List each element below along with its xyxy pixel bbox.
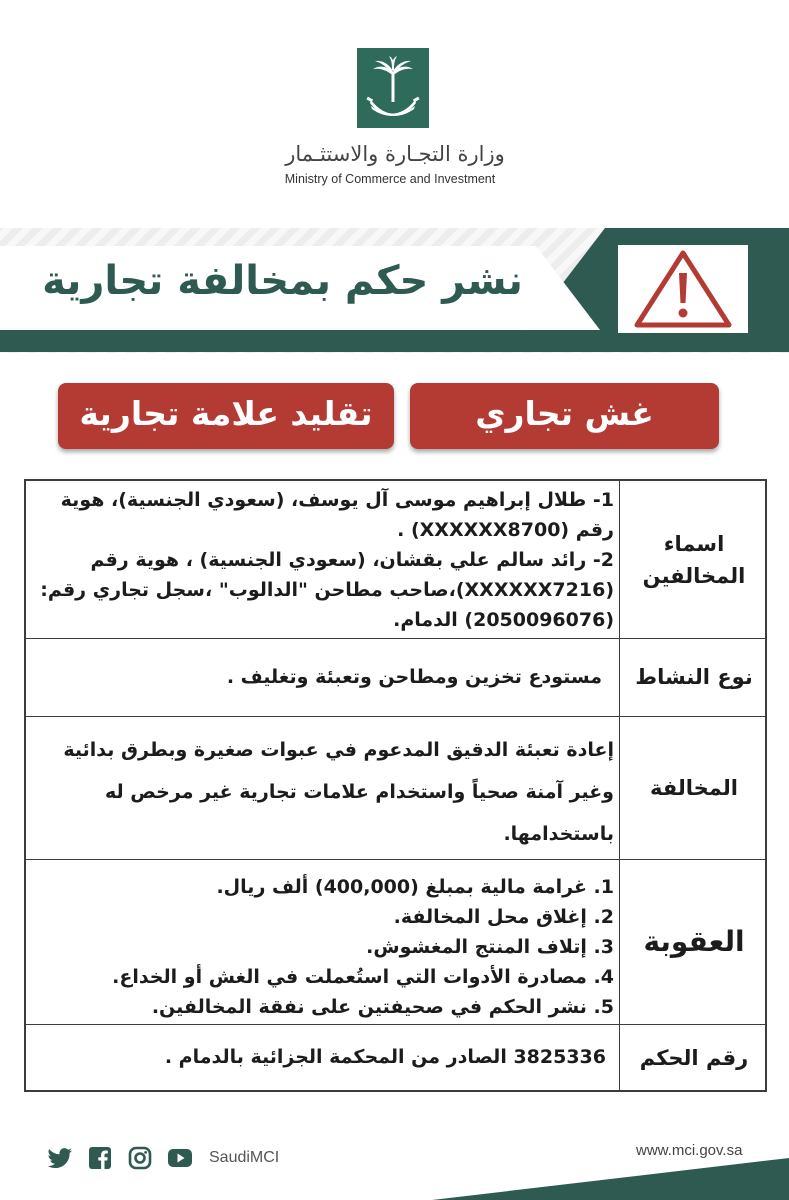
- tag-trademark-imitation: تقليد علامة تجارية: [58, 383, 394, 449]
- list-item: 1. غرامة مالية بمبلغ (400,000) ألف ريال.: [216, 876, 614, 898]
- warning-panel: [618, 245, 748, 333]
- table-column-divider: [619, 481, 620, 1090]
- violation-label: المخالفة: [650, 775, 738, 800]
- footer: [0, 1132, 789, 1200]
- list-item: 3. إتلاف المنتج المغشوش.: [366, 936, 614, 958]
- ministry-name-arabic: وزارة التجـارة والاستثـمار: [285, 142, 505, 166]
- list-item: 5. نشر الحكم في صحيفتين على نفقة المخالفين.: [151, 996, 614, 1018]
- violation-value: إعادة تعبئة الدقيق المدعوم في عبوات صغيرة وبطرق بدائية وغير آمنة صحياً واستخدام علامات تجارية غير مرخص له باستخدامها.: [63, 739, 614, 845]
- list-item: 4. مصادرة الأدوات التي استُعملت في الغش أو الخداع.: [112, 966, 614, 988]
- facebook-icon[interactable]: [87, 1146, 113, 1170]
- warning-icon: [618, 245, 748, 333]
- youtube-icon[interactable]: [167, 1146, 193, 1170]
- social-links: [47, 1144, 279, 1172]
- ministry-name-english: Ministry of Commerce and Investment: [284, 172, 496, 186]
- penalty-list: [36, 872, 614, 1022]
- palm-crossed-swords-icon: [357, 48, 429, 128]
- twitter-icon[interactable]: [47, 1146, 73, 1170]
- activity-label: نوع النشاط: [635, 665, 753, 689]
- violators-label: اسماء المخالفين: [642, 531, 746, 588]
- instagram-icon[interactable]: [127, 1146, 153, 1170]
- ruling-table: [24, 479, 767, 1092]
- violator-1: 1- طلال إبراهيم موسى آل يوسف، (سعودي الجنسية)، هوية رقم (XXXXXX8700) .: [60, 489, 614, 541]
- ministry-logo: [357, 48, 429, 128]
- penalty-label: العقوبة: [643, 925, 745, 958]
- violators-content: [36, 485, 614, 635]
- tag-commercial-fraud: غش تجاري: [410, 383, 719, 449]
- footer-green-bar: [432, 1158, 789, 1200]
- page-title: نشر حكم بمخالفة تجارية: [42, 258, 523, 304]
- social-handle[interactable]: SaudiMCI: [209, 1149, 280, 1166]
- list-item: 2. إغلاق محل المخالفة.: [393, 906, 614, 928]
- activity-value: مستودع تخزين ومطاحن وتعبئة وتغليف .: [226, 666, 602, 688]
- website-link[interactable]: www.mci.gov.sa: [636, 1142, 743, 1159]
- violator-2: 2- رائد سالم علي بقشان، (سعودي الجنسية) ، هوية رقم (XXXXXX7216)،صاحب مطاحن "الدالوب" ،سجل تجاري رقم: (2050096076) الدمام.: [40, 549, 614, 631]
- ruling-number-label: رقم الحكم: [639, 1046, 749, 1070]
- ruling-number-value: 3825336 الصادر من المحكمة الجزائية بالدمام .: [164, 1046, 606, 1068]
